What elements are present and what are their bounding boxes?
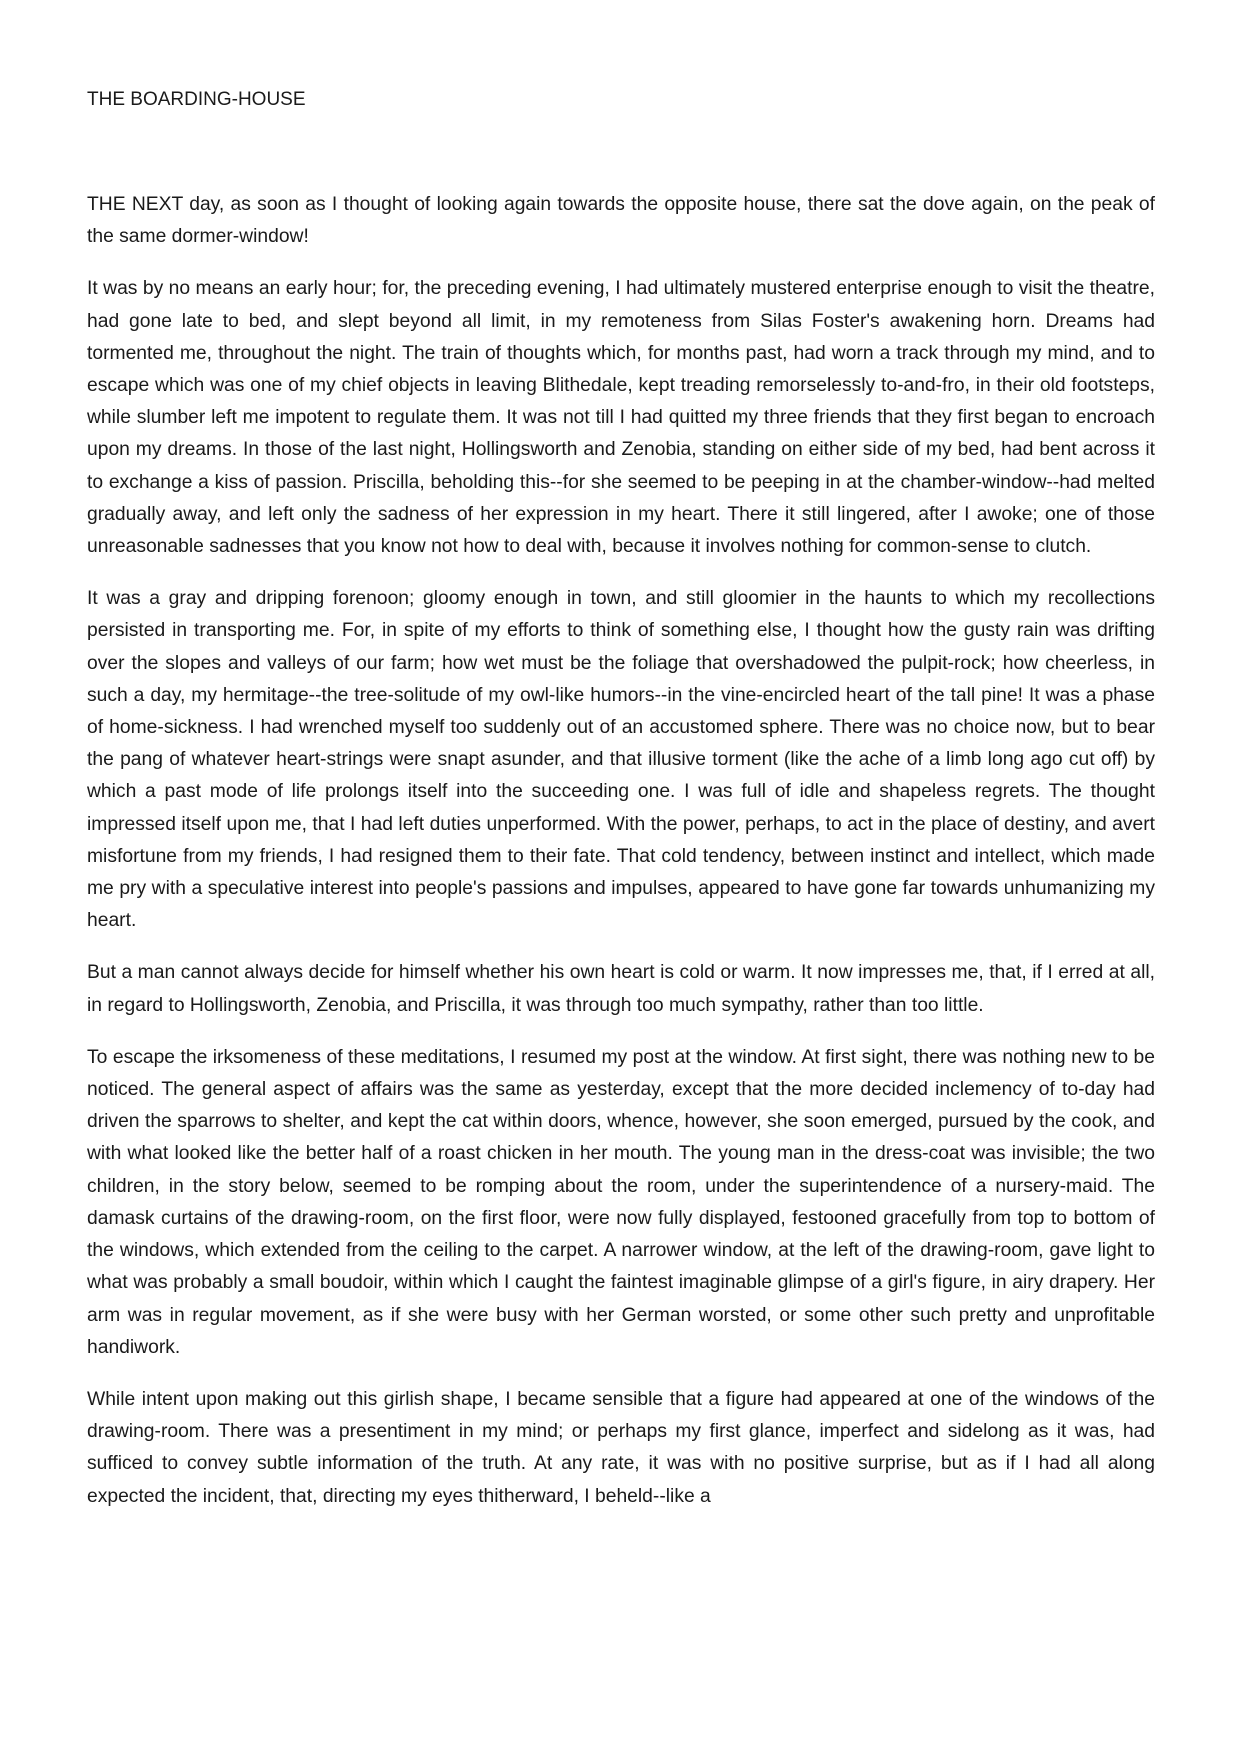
paragraph: It was by no means an early hour; for, the preceding evening, I had ultimately mustered enterprise enough to visit the theatre, had gone late to bed, and slept beyond all limit, in my remoteness from Silas Foster's awakening horn. Dreams had tormented me, throughout the night. The train of thoughts which, for months past, had worn a track through my mind, and to escape which was one of my chief objects in leaving Blithedale, kept treading remorselessly to-and-fro, in their old footsteps, while slumber left me impotent to regulate them. It was not till I had quitted my three friends that they first began to encroach upon my dreams. In those of the last night, Hollingsworth and Zenobia, standing on either side of my bed, had bent across it to exchange a kiss of passion. Priscilla, beholding this--for she seemed to be peeping in at the chamber-window--had melted gradually away, and left only the sadness of her expression in my heart. There it still lingered, after I awoke; one of those unreasonable sadnesses that you know not how to deal with, because it involves nothing for common-sense to clutch. bbox=[87, 278, 1155, 558]
paragraph: But a man cannot always decide for himself whether his own heart is cold or warm. It now impresses me, that, if I erred at all, in regard to Hollingsworth, Zenobia, and Priscilla, it was through too much sympathy, rather than too little. bbox=[87, 962, 1155, 1016]
paragraph: While intent upon making out this girlish shape, I became sensible that a figure had appeared at one of the windows of the drawing-room. There was a presentiment in my mind; or perhaps my first glance, imperfect and sidelong as it was, had sufficed to convey subtle information of the truth. At any rate, it was with no positive surprise, but as if I had all along expected the incident, that, directing my eyes thitherward, I beheld--like a bbox=[87, 1388, 1155, 1507]
paragraph: THE NEXT day, as soon as I thought of looking again towards the opposite house, there sat the dove again, on the peak of the same dormer-window! bbox=[87, 194, 1155, 248]
paragraph: To escape the irksomeness of these meditations, I resumed my post at the window. At first sight, there was nothing new to be noticed. The general aspect of affairs was the same as yesterday, except that the more decided inclemency of to-day had driven the sparrows to shelter, and kept the cat within doors, whence, however, she soon emerged, pursued by the cook, and with what looked like the better half of a roast chicken in her mouth. The young man in the dress-coat was invisible; the two children, in the story below, seemed to be romping about the room, under the superintendence of a nursery-maid. The damask curtains of the drawing-room, on the first floor, were now fully displayed, festooned gracefully from top to bottom of the windows, which extended from the ceiling to the carpet. A narrower window, at the left of the drawing-room, gave light to what was probably a small boudoir, within which I caught the faintest imaginable glimpse of a girl's figure, in airy drapery. Her arm was in regular movement, as if she were busy with her German worsted, or some other such pretty and unprofitable handiwork. bbox=[87, 1046, 1155, 1358]
chapter-title: THE BOARDING-HOUSE bbox=[87, 89, 306, 110]
chapter-body bbox=[87, 189, 1155, 1533]
paragraph: It was a gray and dripping forenoon; gloomy enough in town, and still gloomier in the haunts to which my recollections persisted in transporting me. For, in spite of my efforts to think of something else, I thought how the gusty rain was drifting over the slopes and valleys of our farm; how wet must be the foliage that overshadowed the pulpit-rock; how cheerless, in such a day, my hermitage--the tree-solitude of my owl-like humors--in the vine-encircled heart of the tall pine! It was a phase of home-sickness. I had wrenched myself too suddenly out of an accustomed sphere. There was no choice now, but to bear the pang of whatever heart-strings were snapt asunder, and that illusive torment (like the ache of a limb long ago cut off) by which a past mode of life prolongs itself into the succeeding one. I was full of idle and shapeless regrets. The thought impressed itself upon me, that I had left duties unperformed. With the power, perhaps, to act in the place of destiny, and avert misfortune from my friends, I had resigned them to their fate. That cold tendency, between instinct and intellect, which made me pry with a speculative interest into people's passions and impulses, appeared to have gone far towards unhumanizing my heart. bbox=[87, 588, 1155, 932]
